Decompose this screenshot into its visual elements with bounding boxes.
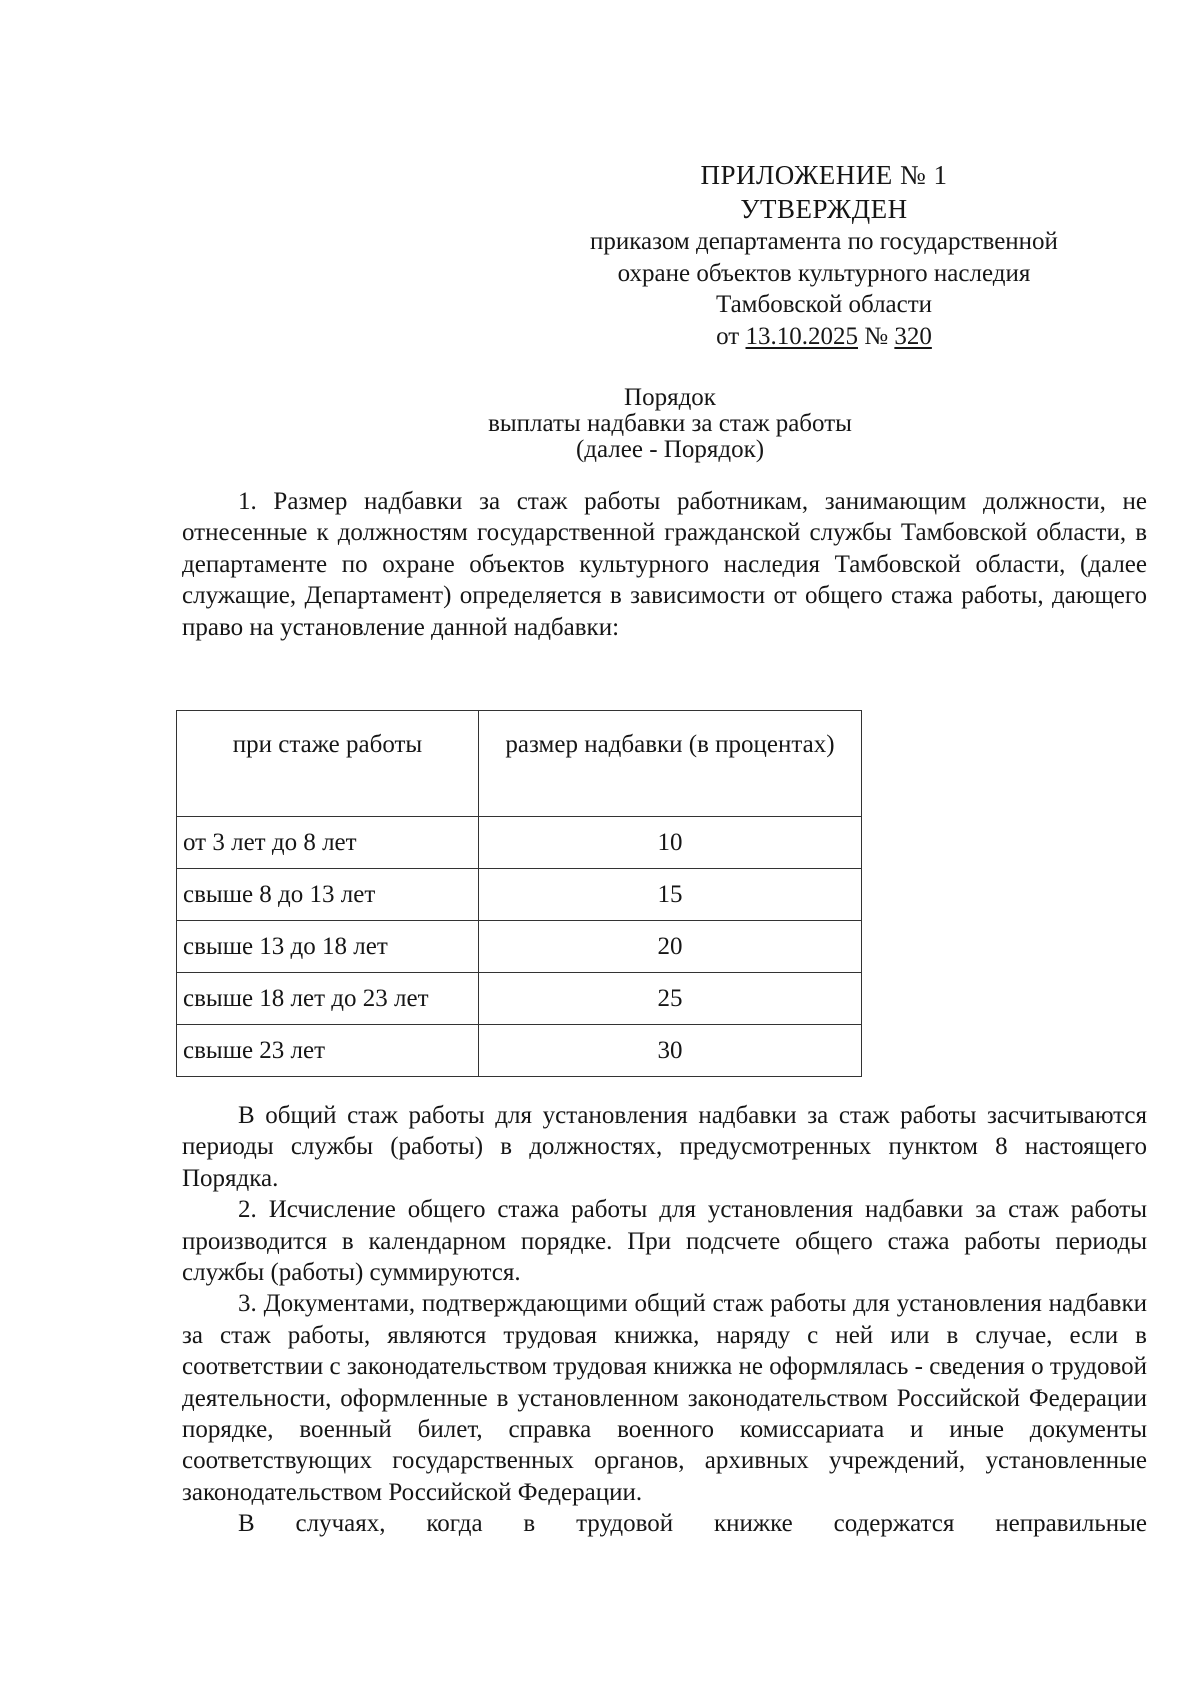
number-sign: № [864,322,889,350]
paragraph-4: 3. Документами, подтверждающими общий стаж работы для установления надбавки за стаж работы, являются трудовая книжка, наряду с ней или в случае, если в соответствии с законодательством трудовая книжка не оформлялась - сведения о трудовой деятельности, оформленные в установленном законодательством Российской Федерации порядке, военный билет, справка военного комиссариата и иные документы соответствующих государственных органов, архивных учреждений, установленные законодательством Российской Федерации. [182,1290,1147,1506]
order-number: 320 [894,322,932,350]
order-date: 13.10.2025 [745,322,858,350]
document-title [390,385,950,463]
table-header-cell: при стаже работы [177,711,479,817]
table-cell: 15 [479,869,862,921]
title-line-2: выплаты надбавки за стаж работы [488,410,852,437]
paragraph-3: 2. Исчисление общего стажа работы для установления надбавки за стаж работы производится в календарном порядке. При подсчете общего стажа работы периоды службы (работы) суммируются. [182,1196,1147,1287]
table-cell: свыше 18 лет до 23 лет [177,973,479,1025]
table-cell: 10 [479,817,862,869]
approval-stamp-block [530,158,1118,352]
appendix-number: ПРИЛОЖЕНИЕ № 1 [700,160,948,190]
table-row [177,869,862,921]
approval-line-order: приказом департамента по государственной [590,228,1058,255]
table-cell: 20 [479,921,862,973]
title-line-1: Порядок [624,384,716,411]
title-line-3: (далее - Порядок) [575,436,765,463]
bonus-table [176,710,862,1077]
table-cell: 25 [479,973,862,1025]
table-cell: свыше 8 до 13 лет [177,869,479,921]
paragraph-2: В общий стаж работы для установления надбавки за стаж работы засчитываются периоды службы (работы) в должностях, предусмотренных пунктом 8 настоящего Порядка. [182,1102,1147,1192]
main-text [182,1100,1147,1540]
table-cell: свыше 13 до 18 лет [177,921,479,973]
approval-line-region: Тамбовской области [715,291,933,318]
approval-date-line [530,321,1118,353]
paragraph-1: 1. Размер надбавки за стаж работы работникам, занимающим должности, не отнесенные к должностям государственной гражданской службы Тамбовской области, в департаменте по охране объектов культурного наследия Тамбовской области, (далее служащие, Департамент) определяется в зависимости от общего стажа работы, дающего право на установление данной надбавки: [182,488,1147,641]
table-cell: свыше 23 лет [177,1025,479,1077]
table-cell: от 3 лет до 8 лет [177,817,479,869]
table-row [177,817,862,869]
table-cell: 30 [479,1025,862,1077]
table-row [177,1025,862,1077]
date-prefix: от [716,322,740,350]
table-row [177,973,862,1025]
section-1-text [182,486,1147,643]
table-header-row [177,711,862,817]
table-row [177,921,862,973]
approved-label: УТВЕРЖДЕН [740,194,908,224]
table-header-cell: размер надбавки (в процентах) [479,711,862,817]
approval-line-department: охране объектов культурного наследия [617,259,1031,287]
paragraph-5: В случаях, когда в трудовой книжке содержатся неправильные [238,1510,1147,1538]
